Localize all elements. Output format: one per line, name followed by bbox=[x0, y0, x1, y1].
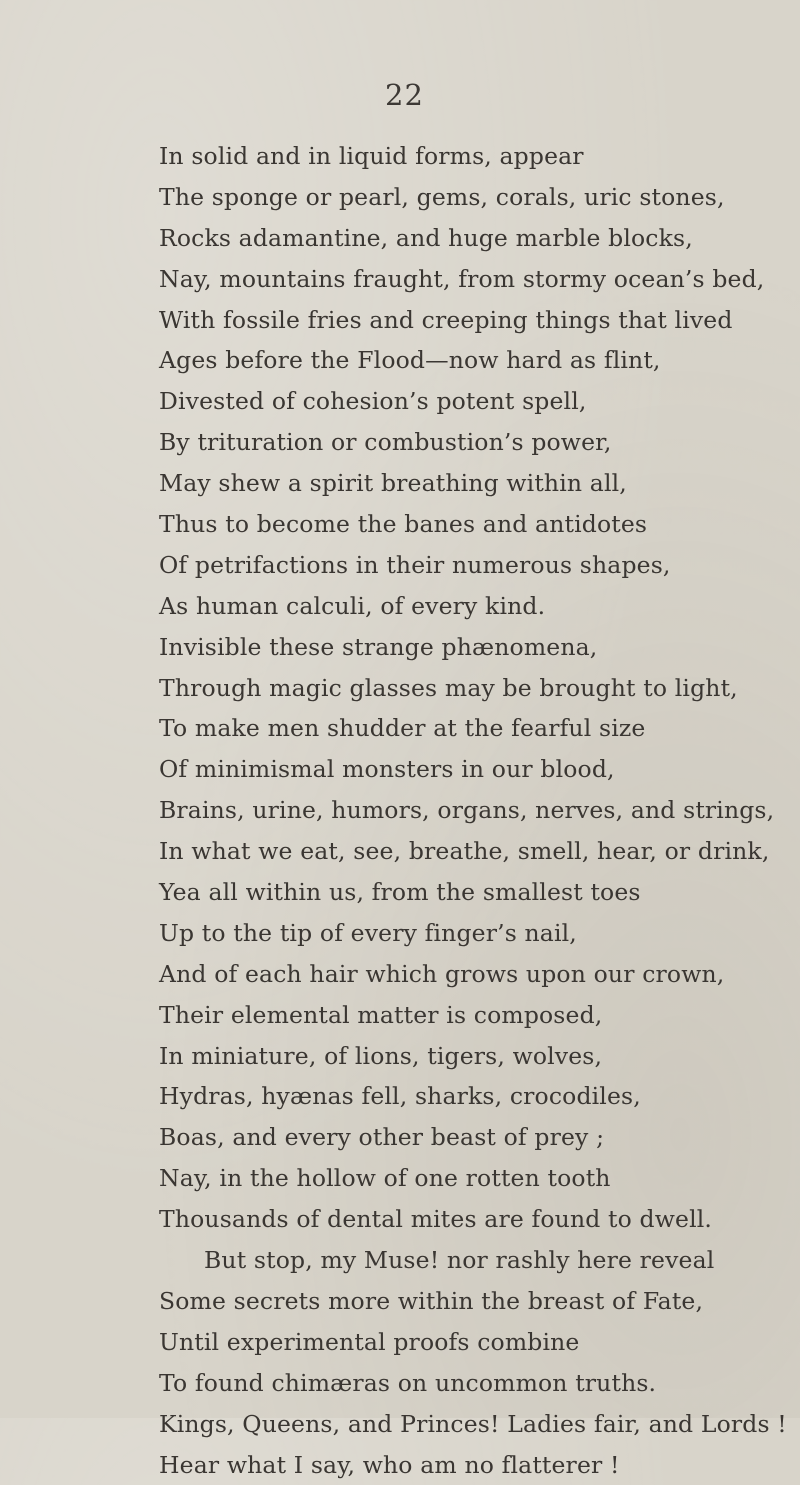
poem-line: But stop, my Muse! nor rashly here reveal bbox=[159, 1240, 789, 1281]
poem-line: Nay, mountains fraught, from stormy ocean’s bed, bbox=[159, 259, 789, 300]
poem-line: Yea all within us, from the smallest toes bbox=[159, 872, 789, 913]
poem-line: In solid and in liquid forms, appear bbox=[159, 136, 789, 177]
poem-line: Invisible these strange phænomena, bbox=[159, 627, 789, 668]
poem-line: By trituration or combustion’s power, bbox=[159, 422, 789, 463]
poem-text bbox=[159, 136, 789, 1485]
poem-line: With fossile fries and creeping things that lived bbox=[159, 300, 789, 341]
poem-line: Kings, Queens, and Princes! Ladies fair, and Lords ! bbox=[159, 1404, 789, 1445]
poem-line: Of minimismal monsters in our blood, bbox=[159, 749, 789, 790]
poem-line: Divested of cohesion’s potent spell, bbox=[159, 381, 789, 422]
poem-line: Thus to become the banes and antidotes bbox=[159, 504, 789, 545]
poem-line: Nay, in the hollow of one rotten tooth bbox=[159, 1158, 789, 1199]
page-number: 22 bbox=[385, 78, 424, 112]
poem-line: May shew a spirit breathing within all, bbox=[159, 463, 789, 504]
poem-line: Some secrets more within the breast of Fate, bbox=[159, 1281, 789, 1322]
poem-line: Boas, and every other beast of prey ; bbox=[159, 1117, 789, 1158]
poem-line: To make men shudder at the fearful size bbox=[159, 708, 789, 749]
poem-line: In miniature, of lions, tigers, wolves, bbox=[159, 1036, 789, 1077]
poem-line: To found chimæras on uncommon truths. bbox=[159, 1363, 789, 1404]
poem-line: Hear what I say, who am no flatterer ! bbox=[159, 1445, 789, 1485]
poem-line: Rocks adamantine, and huge marble blocks, bbox=[159, 218, 789, 259]
poem-line: Up to the tip of every finger’s nail, bbox=[159, 913, 789, 954]
poem-line: Hydras, hyænas fell, sharks, crocodiles, bbox=[159, 1076, 789, 1117]
poem-line: Their elemental matter is composed, bbox=[159, 995, 789, 1036]
poem-line: And of each hair which grows upon our crown, bbox=[159, 954, 789, 995]
poem-line: Until experimental proofs combine bbox=[159, 1322, 789, 1363]
poem-line: Brains, urine, humors, organs, nerves, and strings, bbox=[159, 790, 789, 831]
poem-line: Of petrifactions in their numerous shapes, bbox=[159, 545, 789, 586]
poem-line: Ages before the Flood—now hard as flint, bbox=[159, 340, 789, 381]
poem-line: Thousands of dental mites are found to dwell. bbox=[159, 1199, 789, 1240]
poem-line: The sponge or pearl, gems, corals, uric stones, bbox=[159, 177, 789, 218]
poem-line: Through magic glasses may be brought to light, bbox=[159, 668, 789, 709]
poem-line: As human calculi, of every kind. bbox=[159, 586, 789, 627]
poem-line: In what we eat, see, breathe, smell, hear, or drink, bbox=[159, 831, 789, 872]
